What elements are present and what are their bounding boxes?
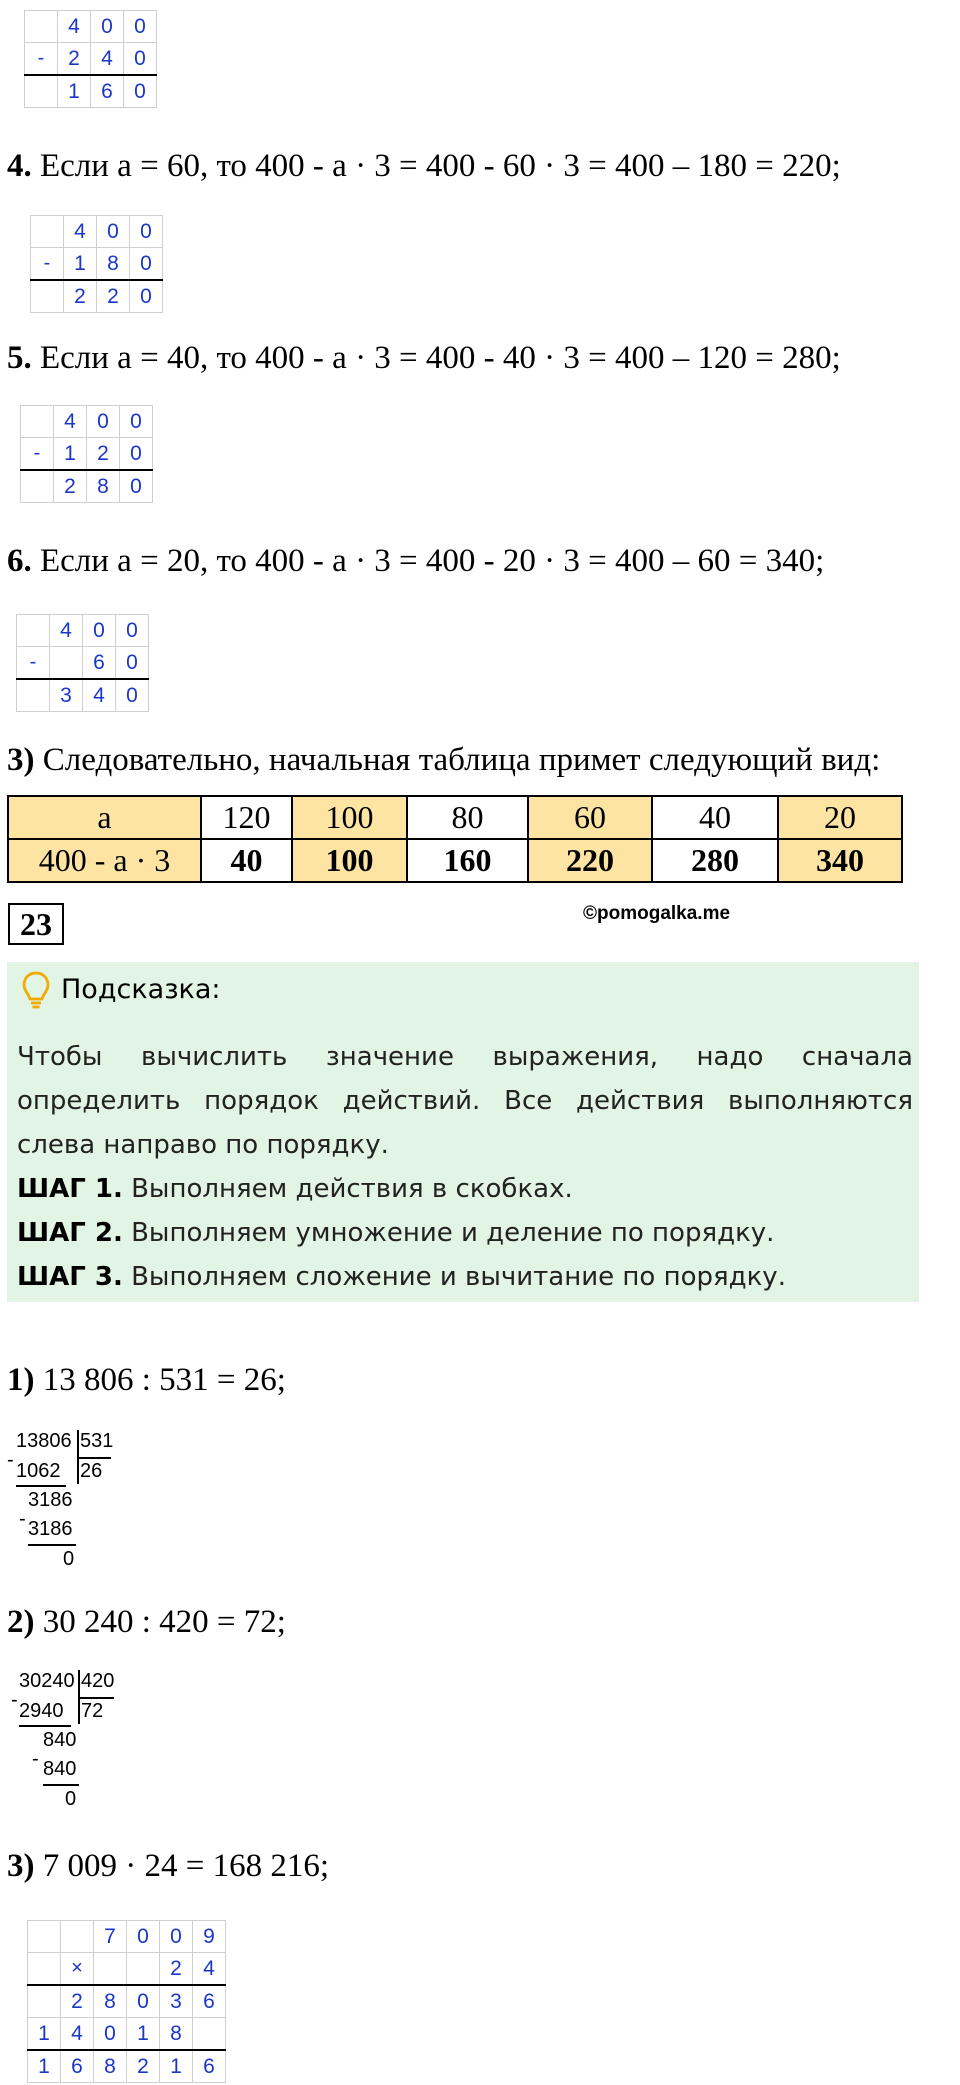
equation-text: Если а = 40, то 400 - а · 3 = 400 - 40 · 3 = 400 – 120 = 280; [31,340,841,376]
item-number: 6. [7,543,32,579]
grid-cell: 4 [193,1953,226,1986]
step-label: ШАГ 3. [17,1262,123,1292]
remainder: 0 [63,1548,75,1570]
grid-cell: 0 [94,2018,127,2051]
step-text: Выполняем действия в скобках. [122,1174,573,1204]
conclusion-text: Следовательно, начальная таблица примет следующий вид: [34,742,881,778]
minus-sign: - [7,1449,14,1471]
grid-cell: 6 [83,647,116,680]
solution-line-6 [7,543,824,580]
grid-cell [28,1953,61,1986]
table-cell: 40 [652,796,778,839]
grid-cell: 0 [116,615,149,647]
grid-cell [21,406,54,438]
grid-cell: 2 [97,280,130,313]
grid-cell: 0 [160,1921,193,1953]
quotient-line [77,1457,111,1459]
grid-cell [61,1921,94,1953]
grid-cell: 0 [120,406,153,438]
lightbulb-icon [21,970,51,1014]
grid-cell: 2 [58,43,91,76]
hint-intro: Чтобы вычислить значение выражения, надо сначала определить порядок действий. Все действия выполняются слева направо по порядку. [17,1042,913,1160]
grid-cell: 0 [87,406,120,438]
grid-cell: 1 [127,2018,160,2051]
subtraction-line [19,1725,71,1727]
grid-cell: 0 [120,470,153,503]
table-cell: 120 [201,796,292,839]
grid-cell: 6 [193,1985,226,2018]
subtraction-grid-220 [30,215,163,313]
item-number: 4. [7,148,32,184]
subtraction-grid-280 [20,405,153,503]
grid-cell [94,1953,127,1986]
grid-cell: 4 [54,406,87,438]
equation-text: 13 806 : 531 = 26; [34,1362,286,1398]
item-number: 3) [7,1848,35,1884]
hint-title: Подсказка: [61,974,221,1005]
grid-cell: 6 [61,2050,94,2083]
grid-cell: 8 [160,2018,193,2051]
minus-sign: - [11,1689,18,1711]
grid-cell: 4 [61,2018,94,2051]
task-number: 23 [8,903,64,945]
grid-cell: 4 [58,11,91,43]
table-cell: 280 [652,839,778,882]
item-number: 1) [7,1362,35,1398]
subtraction-grid-160 [24,10,157,108]
exercise-2 [7,1604,286,1641]
remainder: 0 [65,1788,77,1810]
grid-cell: 0 [124,43,157,76]
grid-cell: 4 [91,43,124,76]
grid-cell [127,1953,160,1986]
grid-cell [31,216,64,248]
step-label: ШАГ 1. [17,1174,123,1204]
hint-box [7,962,919,1302]
divisor: 531 [80,1430,114,1452]
table-cell: 60 [528,796,652,839]
grid-cell: 0 [116,679,149,712]
subtraction-line [28,1544,76,1546]
table-cell: 220 [528,839,652,882]
equation-text: 7 009 · 24 = 168 216; [34,1848,330,1884]
grid-cell: 0 [127,1921,160,1953]
grid-cell [28,1921,61,1953]
grid-cell: 4 [50,615,83,647]
grid-cell [17,679,50,712]
grid-cell: 0 [130,280,163,313]
grid-cell: 8 [97,248,130,281]
quotient-line [78,1697,114,1699]
table-cell: 20 [778,796,902,839]
table-cell: 400 - а · 3 [8,839,201,882]
grid-cell [50,647,83,680]
grid-cell [25,75,58,108]
subtraction-line [16,1485,66,1487]
minus-sign: - [31,248,64,281]
grid-cell: 0 [130,248,163,281]
grid-cell: 4 [83,679,116,712]
grid-cell: 1 [64,248,97,281]
grid-cell: 2 [87,438,120,471]
exercise-1 [7,1362,286,1399]
grid-cell: 2 [160,1953,193,1986]
grid-cell: 1 [160,2050,193,2083]
minus-sign: - [19,1508,26,1530]
table-cell: 80 [407,796,528,839]
grid-cell: 1 [58,75,91,108]
quotient: 26 [80,1460,103,1482]
grid-cell: 8 [94,2050,127,2083]
minus-sign: - [32,1748,39,1770]
table-cell: 340 [778,839,902,882]
minus-sign: - [25,43,58,76]
subtrahend: 3186 [28,1518,73,1540]
hint-step-1 [17,1167,913,1211]
grid-cell: 4 [64,216,97,248]
grid-cell: 0 [97,216,130,248]
multiplication-grid [27,1920,226,2083]
grid-cell: 1 [54,438,87,471]
conclusion-line [7,742,880,779]
grid-cell [25,11,58,43]
grid-cell: 8 [87,470,120,503]
grid-cell: 9 [193,1921,226,1953]
minus-sign: - [17,647,50,680]
multiply-sign: × [61,1953,94,1986]
grid-cell: 3 [50,679,83,712]
dividend: 30240 [19,1670,75,1692]
grid-cell [31,280,64,313]
grid-cell: 3 [160,1985,193,2018]
exercise-3 [7,1848,329,1885]
table-cell: 40 [201,839,292,882]
hint-step-2 [17,1211,913,1255]
step-number: 3) [7,742,35,778]
grid-cell: 0 [116,647,149,680]
grid-cell: 1 [28,2018,61,2051]
grid-cell: 0 [83,615,116,647]
grid-cell: 2 [64,280,97,313]
item-number: 2) [7,1604,35,1640]
equation-text: 30 240 : 420 = 72; [34,1604,286,1640]
equation-text: Если а = 60, то 400 - а · 3 = 400 - 60 · 3 = 400 – 180 = 220; [31,148,841,184]
grid-cell: 8 [94,1985,127,2018]
watermark: ©pomogalka.me [583,903,731,924]
results-table [7,795,903,883]
solution-line-5 [7,340,841,377]
subtrahend: 840 [43,1758,77,1780]
table-cell: 160 [407,839,528,882]
remainder: 3186 [28,1489,73,1511]
grid-cell: 2 [127,2050,160,2083]
grid-cell: 6 [91,75,124,108]
minus-sign: - [21,438,54,471]
grid-cell: 2 [54,470,87,503]
subtrahend: 2940 [19,1700,64,1722]
divisor: 420 [81,1670,115,1692]
step-text: Выполняем умножение и деление по порядку. [122,1218,775,1248]
grid-cell [17,615,50,647]
grid-cell [21,470,54,503]
subtrahend: 1062 [16,1460,61,1482]
table-cell: 100 [292,796,407,839]
grid-cell: 2 [61,1985,94,2018]
solution-line-4 [7,148,841,185]
subtraction-grid-340 [16,614,149,712]
grid-cell: 0 [130,216,163,248]
quotient: 72 [81,1700,104,1722]
step-text: Выполняем сложение и вычитание по порядку. [122,1262,786,1292]
grid-cell: 7 [94,1921,127,1953]
table-cell: а [8,796,201,839]
grid-cell [193,2018,226,2051]
grid-cell: 0 [91,11,124,43]
hint-step-3 [17,1255,913,1299]
table-cell: 100 [292,839,407,882]
grid-cell: 1 [28,2050,61,2083]
grid-cell [28,1985,61,2018]
grid-cell: 0 [120,438,153,471]
grid-cell: 6 [193,2050,226,2083]
dividend: 13806 [16,1430,72,1452]
grid-cell: 0 [124,11,157,43]
grid-cell: 0 [124,75,157,108]
equation-text: Если а = 20, то 400 - а · 3 = 400 - 20 · 3 = 400 – 60 = 340; [31,543,825,579]
step-label: ШАГ 2. [17,1218,123,1248]
subtraction-line [43,1784,79,1786]
remainder: 840 [43,1729,77,1751]
item-number: 5. [7,340,32,376]
grid-cell: 0 [127,1985,160,2018]
